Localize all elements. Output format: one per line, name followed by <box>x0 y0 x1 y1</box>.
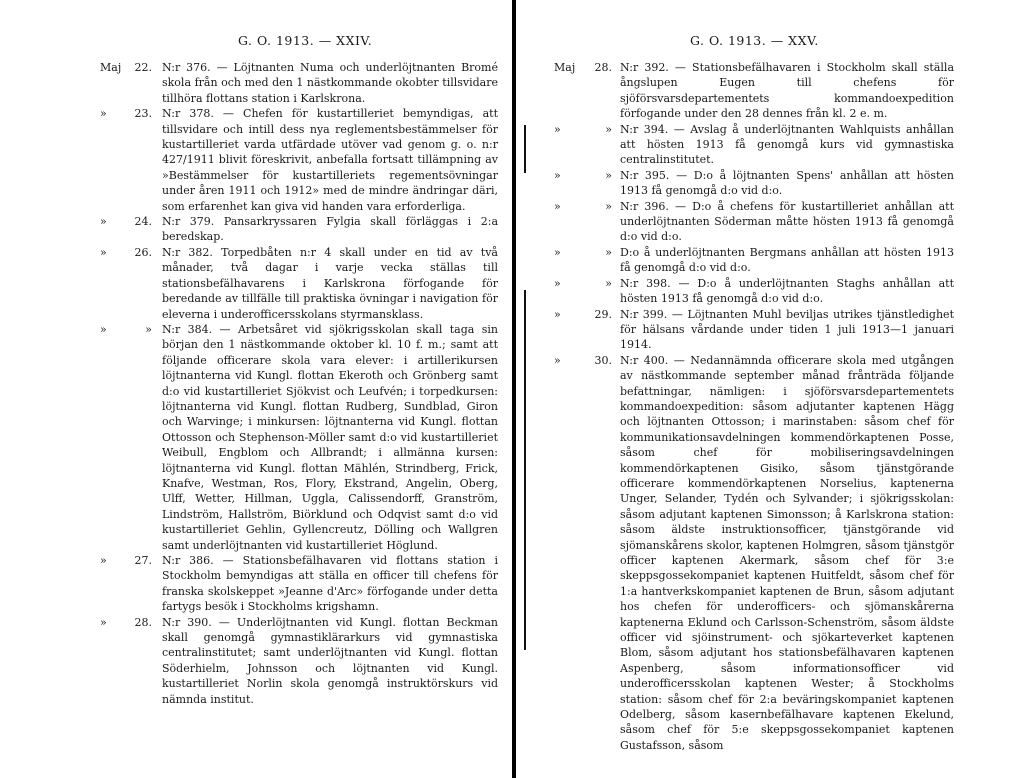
entry-day: 22. <box>134 61 152 74</box>
order-entry <box>516 245 1022 276</box>
order-entry <box>516 168 1022 199</box>
entry-month: » <box>100 215 107 229</box>
entry-day: 29. <box>594 307 612 321</box>
entry-month: » <box>554 168 561 182</box>
right-page <box>516 0 1024 778</box>
entry-text: N:r 390. — Underlöjtnanten vid Kungl. flottan Beckman skall genomgå gymnastiklärarkurs vid gymnastiska centralinstitutet; samt underlöjtnanten vid Kungl. flottan Söderhielm, Johnsson och löjtnanten vid Kungl. kustartilleriet Norlin skola genomgå instruktörskurs vid nämnda institut. <box>162 615 498 706</box>
entry-day: » <box>145 322 152 336</box>
entry-text: N:r 376. — Löjtnanten Numa och underlöjtnanten Bromé skola från och med den 1 nästkommande okobter tillsvidare tillhöra flottans station i Karlskrona. <box>162 61 498 105</box>
entry-text: N:r 400. — Nedannämnda officerare skola med utgången av nästkommande september månad frånträda följande befattningar, nämligen: i sjöförsvarsdepartementets kommandoexpedition: såsom adjutanter kaptenen Hägg och löjtnanten Ottosson; i marinstaben: såsom chef för kommunikationsavdelningen kommendörkaptenen Posse, såsom chef för mobiliseringsavdelningen kommendörkaptenen Gisiko, såsom tjänstgörande officerare kommendörkaptenen Norselius, kaptenerna Unger, Selander, Tydén och Sylvander; i sjökrigsskolan: såsom adjutant kaptenen Simonsson; å Karlskrona station: såsom äldste instruktionsofficer, tjänstgörande vid sjömanskårens skolor, kaptenen Holmgren, såsom tjänstgör officer kaptenen Akermark, såsom chef för 3:e skeppsgossekompaniet kaptenen Huitfeldt, såsom chef för 1:a hantverkskompaniet kaptenen de Brun, såsom adjutant hos chefen för underofficers- och sjömanskårerna kaptenerna Eklund och Carlsson-Schenström, såsom äldste officer vid sjöinstrument- och sjökarteverket kaptenen Blom, såsom adjutant hos stationsbefälhavaren kaptenen Aspenberg, såsom informationsofficer vid underofficersskolan kaptenen Wester; å Stockholms station: såsom chef för 2:a beväringskompaniet kaptenen Odelberg, såsom kasernbefälhavare kaptenen Ekelund, såsom chef för 5:e skeppsgossekompaniet kaptenen Gustafsson, såsom <box>620 353 955 752</box>
entry-text: N:r 392. — Stationsbefälhavaren i Stockholm skall ställa ångslupen Eugen till chefens för sjöförsvarsdepartementets kommandoexpedition förfogande under den 28 dennes från kl. 2 e. m. <box>620 61 954 121</box>
entry-day: 27. <box>134 554 152 567</box>
entry-month: » <box>554 353 561 367</box>
entry-text: N:r 386. — Stationsbefälhavaren vid flottans station i Stockholm bemyndigas att ställa en officer till chefens för franska skolskeppet »Jeanne d'Arc» förfogande under detta fartygs besök i Stockholms krigshamn. <box>162 554 498 614</box>
entry-month: » <box>554 245 561 259</box>
entry-day: 28. <box>134 615 152 629</box>
entry-text: D:o å underlöjtnanten Bergmans anhållan att hösten 1913 få genomgå d:o vid d:o. <box>620 245 954 275</box>
entry-month: » <box>100 107 107 121</box>
entry-text: N:r 396. — D:o å chefens för kustartilleriet anhållan att underlöjtnanten Söderman måtte hösten 1913 få genomgå d:o vid d:o. <box>620 199 954 244</box>
entry-day: 23. <box>134 107 152 121</box>
entry-month: » <box>100 554 107 567</box>
entry-month: » <box>554 307 561 321</box>
running-head: G. O. 1913. — XXV. <box>690 33 819 48</box>
entry-day: 28. <box>594 61 612 74</box>
scan-margin-mark <box>524 125 526 173</box>
entry-day: » <box>605 199 612 213</box>
entry-list <box>516 60 1022 753</box>
entry-list <box>0 60 508 707</box>
scan-margin-mark <box>524 290 526 650</box>
order-entry <box>0 322 508 553</box>
entry-month: » <box>100 322 107 336</box>
entry-text: N:r 398. — D:o å underlöjtnanten Staghs anhållan att hösten 1913 få genomgå d:o vid d:o. <box>620 276 954 306</box>
entry-day: 26. <box>134 245 152 259</box>
entry-day: » <box>605 168 612 182</box>
entry-day: 24. <box>134 215 152 229</box>
entry-month: » <box>100 615 107 629</box>
entry-text: N:r 378. — Chefen för kustartilleriet bemyndigas, att tillsvidare och intill dess nya reglementsbestämmelser för kustartilleriet varda utfärdade utöver vad genom g. o. n:r 427/1911 blivit föreskrivit, anbefalla fortsatt tillämpning av »Bestämmelser för kustartilleriets regementsövningar under åren 1911 och 1912» med de mindre ändringar däri, som erfarenhet kan giva vid handen vara erforderliga. <box>162 107 498 213</box>
entry-day: » <box>605 245 612 259</box>
entry-text: N:r 394. — Avslag å underlöjtnanten Wahlquists anhållan att hösten 1913 få genomgå kurs vid gymnastiska centralinstitutet. <box>620 122 954 167</box>
entry-month: » <box>554 199 561 213</box>
entry-day: » <box>605 122 612 136</box>
order-entry <box>516 122 1022 168</box>
entry-month: » <box>554 122 561 136</box>
order-entry <box>0 245 508 322</box>
order-entry <box>0 615 508 707</box>
entry-month: » <box>100 245 107 259</box>
order-entry <box>516 276 1022 307</box>
entry-month: Maj <box>554 61 576 74</box>
order-entry <box>0 553 508 615</box>
order-entry <box>516 353 1022 754</box>
entry-text: N:r 399. — Löjtnanten Muhl beviljas utrikes tjänstledighet för hälsans vårdande under tiden 1 juli 1913—1 januari 1914. <box>620 307 954 352</box>
order-entry <box>0 106 508 214</box>
order-entry <box>516 199 1022 245</box>
order-entry <box>516 60 1022 122</box>
entry-month: » <box>554 276 561 290</box>
order-entry <box>0 60 508 106</box>
running-head: G. O. 1913. — XXIV. <box>238 33 373 48</box>
entry-text: N:r 382. Torpedbåten n:r 4 skall under en tid av två månader, två dagar i varje vecka ställas till stationsbefälhavarens i Karlskrona förfogande för beredande av tillfälle till praktiska övningar i navigation för eleverna i underofficersskolans styrmansklass. <box>162 245 498 321</box>
entry-text: N:r 384. — Arbetsåret vid sjökrigsskolan skall taga sin början den 1 nästkommande oktober kl. 10 f. m.; samt att följande officerare skola vara elever: i artillerikursen löjtnanterna vid Kungl. flottan Ekeroth och Grönberg samt d:o vid kustartilleriet Sjökvist och Leufvén; i torpedkursen: löjtnanterna vid Kungl. flottan Rudberg, Sundblad, Giron och Warvinge; i minkursen: löjtnanterna vid Kungl. flottan Ottosson och Stephenson-Möller samt d:o vid kustartilleriet Weibull, Engblom och Allbrandt; i allmänna kursen: löjtnanterna vid Kungl. flottan Mählén, Strindberg, Frick, Knafve, Westman, Ros, Flory, Ekstrand, Angelin, Oberg, Ulff, Wetter, Hillman, Uggla, Calissendorff, Granström, Lindström, Hallström, Biörklund och Odqvist samt d:o vid kustartilleriet Gehlin, Gyllencreutz, Dölling och Wallgren samt underlöjtnanten vid kustartilleriet Höglund. <box>162 322 498 552</box>
entry-day: » <box>605 276 612 290</box>
entry-text: N:r 395. — D:o å löjtnanten Spens' anhållan att hösten 1913 få genomgå d:o vid d:o. <box>620 168 954 198</box>
entry-text: N:r 379. Pansarkryssaren Fylgia skall förläggas i 2:a beredskap. <box>162 215 498 244</box>
order-entry <box>516 307 1022 353</box>
order-entry <box>0 214 508 245</box>
entry-month: Maj <box>100 61 122 74</box>
entry-day: 30. <box>594 353 612 367</box>
